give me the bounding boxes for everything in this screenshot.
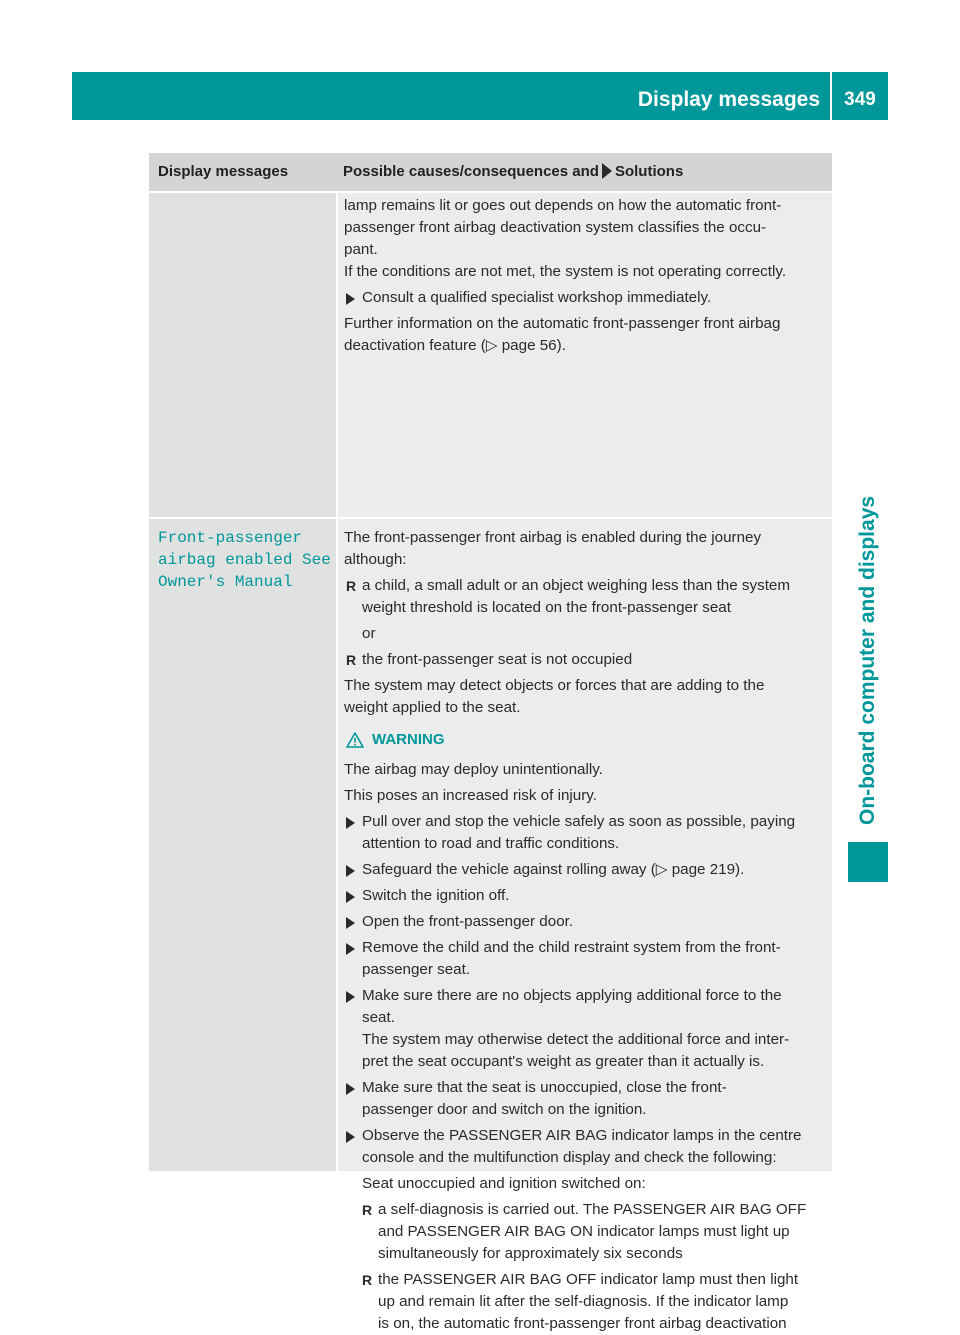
- text-line: This poses an increased risk of injury.: [344, 787, 597, 804]
- text-line: The system may detect objects or forces that are adding to the: [344, 677, 765, 694]
- text-line: Seat unoccupied and ignition switched on:: [362, 1175, 646, 1192]
- warning-heading: [344, 729, 826, 751]
- solution-cell: [338, 193, 832, 517]
- text-line: weight threshold is located on the front-passenger seat: [362, 599, 731, 616]
- action-step: Observe the PASSENGER AIR BAG indicator lamps in the centre: [344, 1125, 826, 1147]
- text-line: seat.: [362, 1009, 395, 1026]
- action-step: Remove the child and the child restraint system from the front-: [344, 937, 826, 959]
- text-line: and PASSENGER AIR BAG ON indicator lamps must light up: [378, 1223, 790, 1240]
- action-step: Pull over and stop the vehicle safely as soon as possible, paying: [344, 811, 826, 833]
- col-header-solutions: Solutions: [614, 163, 684, 180]
- chapter-marker: [848, 842, 888, 882]
- text-line: or: [362, 625, 376, 642]
- action-step: Switch the ignition off.: [344, 885, 826, 907]
- display-message-cell: [149, 193, 336, 517]
- bullet-item: R a self-diagnosis is carried out. The PASSENGER AIR BAG OFF: [344, 1199, 826, 1221]
- section-title: Display messages: [637, 88, 820, 111]
- action-step: Open the front-passenger door.: [344, 911, 826, 933]
- table-row: [149, 193, 832, 517]
- bullet-item: R a child, a small adult or an object weighing less than the system: [344, 575, 826, 597]
- text-line: passenger door and switch on the ignition.: [362, 1101, 647, 1118]
- text-line: The system may otherwise detect the additional force and inter-: [362, 1031, 790, 1048]
- text-line: passenger seat.: [362, 961, 471, 978]
- page-header-bar: [72, 72, 888, 120]
- text-line: simultaneously for approximately six seconds: [378, 1245, 683, 1262]
- action-step: Safeguard the vehicle against rolling away (▷ page 219).: [344, 859, 826, 881]
- col-header-causes: Possible causes/consequences and: [343, 163, 599, 180]
- chapter-title: On-board computer and displays: [856, 495, 879, 825]
- table-header: [149, 153, 832, 191]
- page-reference[interactable]: deactivation feature (▷ page 56).: [344, 337, 566, 354]
- action-arrow-icon: [602, 163, 612, 179]
- display-message-line: Owner's Manual: [158, 573, 293, 591]
- solution-cell: [338, 519, 832, 1332]
- table-row: [149, 519, 832, 1332]
- text-line: lamp remains lit or goes out depends on how the automatic front-: [344, 197, 782, 214]
- action-step: Make sure there are no objects applying additional force to the: [344, 985, 826, 1007]
- text-line: If the conditions are not met, the system is not operating correctly.: [344, 263, 787, 280]
- display-message-cell: [149, 519, 336, 1171]
- text-line: console and the multifunction display and check the following:: [362, 1149, 777, 1166]
- col-header-causes-solutions: [343, 163, 683, 180]
- action-step: Make sure that the seat is unoccupied, close the front-: [344, 1077, 826, 1099]
- text-line: passenger front airbag deactivation system classifies the occu-: [344, 219, 767, 236]
- text-line: The front-passenger front airbag is enabled during the journey: [344, 529, 762, 546]
- action-step: Consult a qualified specialist workshop immediately.: [344, 287, 826, 309]
- text-line: pret the seat occupant's weight as greater than it actually is.: [362, 1053, 765, 1070]
- col-header-display-messages: Display messages: [158, 163, 289, 180]
- text-line: Further information on the automatic front-passenger front airbag: [344, 315, 781, 332]
- display-messages-table: [149, 153, 832, 1332]
- display-message-line: Front-passenger: [158, 529, 303, 547]
- bullet-item: R the front-passenger seat is not occupied: [344, 649, 826, 671]
- chapter-side-tab: [848, 135, 888, 825]
- text-line: The airbag may deploy unintentionally.: [344, 761, 603, 778]
- text-line: up and remain lit after the self-diagnosis. If the indicator lamp: [378, 1293, 789, 1310]
- text-line: although:: [344, 551, 407, 568]
- bullet-item: R the PASSENGER AIR BAG OFF indicator lamp must then light: [344, 1269, 826, 1291]
- text-line: is on, the automatic front-passenger front airbag deactivation: [378, 1315, 787, 1332]
- text-line: pant.: [344, 241, 378, 258]
- text-line: attention to road and traffic conditions.: [362, 835, 620, 852]
- warning-label: WARNING: [372, 731, 445, 748]
- text-line: weight applied to the seat.: [344, 699, 521, 716]
- warning-triangle-icon: [346, 732, 364, 748]
- display-message-line: airbag enabled See: [158, 551, 331, 569]
- page-number: 349: [844, 89, 876, 110]
